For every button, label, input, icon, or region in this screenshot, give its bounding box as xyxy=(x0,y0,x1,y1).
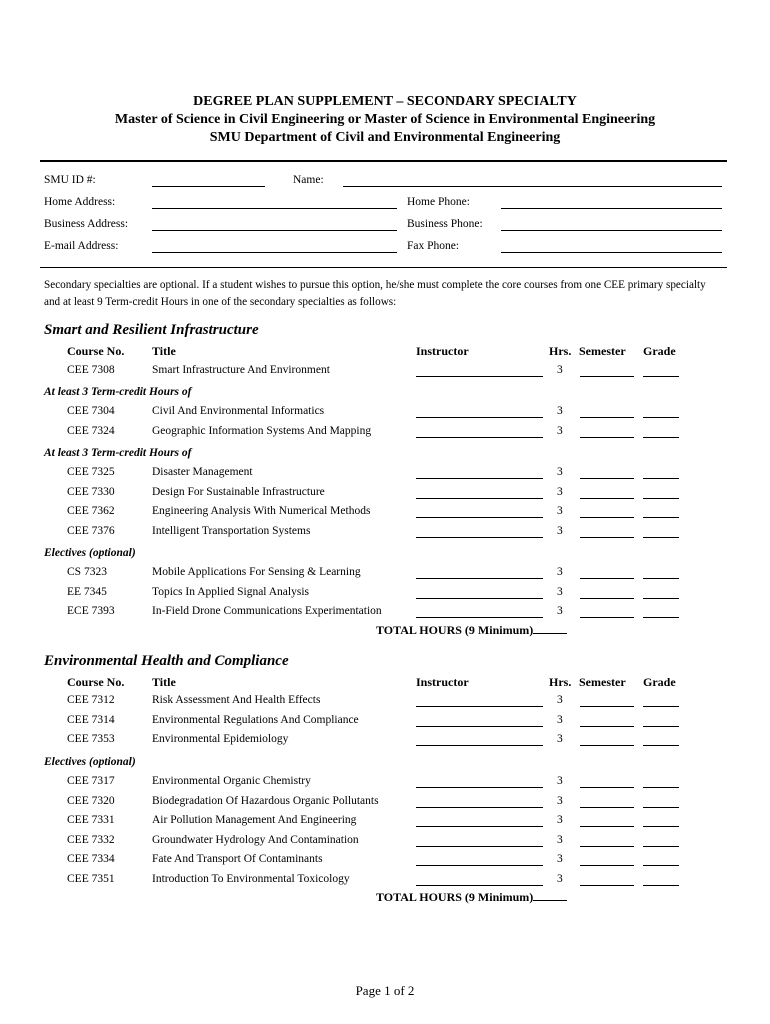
semester-field[interactable] xyxy=(580,826,634,827)
document-title: DEGREE PLAN SUPPLEMENT – SECONDARY SPECIALTY xyxy=(193,94,577,109)
fax-field[interactable] xyxy=(501,252,722,253)
course-title: Engineering Analysis With Numerical Methods xyxy=(152,505,371,517)
instructor-field[interactable] xyxy=(416,745,543,746)
course-title: Groundwater Hydrology And Contamination xyxy=(152,833,359,846)
course-title: Biodegradation Of Hazardous Organic Pollutants xyxy=(152,794,379,807)
business-phone-field[interactable] xyxy=(501,230,722,231)
course-row xyxy=(0,694,770,712)
grade-field[interactable] xyxy=(643,598,679,599)
grade-field[interactable] xyxy=(643,807,679,808)
course-code: CEE 7376 xyxy=(67,524,115,537)
course-title: Topics In Applied Signal Analysis xyxy=(152,585,309,598)
grade-field[interactable] xyxy=(643,437,679,438)
course-hours: 3 xyxy=(557,585,563,598)
home-phone-label: Home Phone: xyxy=(407,196,470,208)
course-code: CEE 7330 xyxy=(67,485,115,498)
course-code: CEE 7324 xyxy=(67,424,115,437)
course-row xyxy=(0,525,770,543)
home-address-label: Home Address: xyxy=(44,196,116,208)
grade-field[interactable] xyxy=(643,885,679,886)
email-field[interactable] xyxy=(152,252,397,253)
course-code: CS 7323 xyxy=(67,566,107,578)
form-rule xyxy=(40,267,727,268)
instructor-field[interactable] xyxy=(416,498,543,499)
course-hours: 3 xyxy=(557,794,563,807)
course-hours: 3 xyxy=(557,872,563,885)
course-code: EE 7345 xyxy=(67,585,107,598)
course-code: CEE 7331 xyxy=(67,814,115,826)
col-instructor: Instructor xyxy=(416,344,469,358)
total-hours-line xyxy=(376,623,567,638)
group-label: At least 3 Term-credit Hours of xyxy=(44,447,192,459)
name-field[interactable] xyxy=(343,186,722,187)
home-phone-field[interactable] xyxy=(501,208,722,209)
semester-field[interactable] xyxy=(580,706,634,707)
instructor-field[interactable] xyxy=(416,726,543,727)
semester-field[interactable] xyxy=(580,437,634,438)
course-row xyxy=(0,714,770,732)
home-address-field[interactable] xyxy=(152,208,397,209)
semester-field[interactable] xyxy=(580,498,634,499)
course-code: CEE 7317 xyxy=(67,775,115,787)
col-title: Title xyxy=(152,675,176,689)
grade-field[interactable] xyxy=(643,578,679,579)
course-row xyxy=(0,605,770,623)
course-code: CEE 7314 xyxy=(67,713,115,726)
grade-field[interactable] xyxy=(643,498,679,499)
course-hours: 3 xyxy=(557,605,563,617)
grade-field[interactable] xyxy=(643,826,679,827)
department-subtitle: SMU Department of Civil and Environmental Engineering xyxy=(209,130,561,145)
course-hours: 3 xyxy=(557,713,563,726)
instructor-field[interactable] xyxy=(416,517,543,518)
course-row xyxy=(0,405,770,423)
grade-field[interactable] xyxy=(643,846,679,847)
course-code: CEE 7362 xyxy=(67,505,115,517)
intro-paragraph: Secondary specialties are optional. If a student wishes to pursue this option, he/she must complete the core courses from one CEE primary specialty and at least 9 Term-credit Hours in one of the secondary specialties as follows: xyxy=(44,279,706,308)
course-row xyxy=(0,566,770,584)
course-title: Risk Assessment And Health Effects xyxy=(152,694,321,706)
instructor-field[interactable] xyxy=(416,478,543,479)
total-hours-line xyxy=(376,890,567,905)
smu-id-label: SMU ID #: xyxy=(44,174,96,186)
col-hrs: Hrs. xyxy=(549,344,572,358)
group-label: At least 3 Term-credit Hours of xyxy=(44,386,192,398)
col-course-no: Course No. xyxy=(67,344,125,358)
course-hours: 3 xyxy=(557,466,563,478)
col-title: Title xyxy=(152,344,176,358)
course-title: Disaster Management xyxy=(152,466,253,478)
grade-field[interactable] xyxy=(643,745,679,746)
course-code: CEE 7304 xyxy=(67,405,115,417)
col-instructor: Instructor xyxy=(416,675,469,689)
grade-field[interactable] xyxy=(643,478,679,479)
course-row xyxy=(0,873,770,891)
grade-field[interactable] xyxy=(643,417,679,418)
page-number: Page 1 of 2 xyxy=(355,983,415,998)
course-row xyxy=(0,486,770,504)
semester-field[interactable] xyxy=(580,846,634,847)
instructor-field[interactable] xyxy=(416,537,543,538)
course-code: CEE 7351 xyxy=(67,872,115,885)
grade-field[interactable] xyxy=(643,787,679,788)
course-title: Environmental Organic Chemistry xyxy=(152,775,311,787)
grade-field[interactable] xyxy=(643,537,679,538)
fax-label: Fax Phone: xyxy=(407,240,460,252)
course-row xyxy=(0,364,770,382)
col-course-no: Course No. xyxy=(67,675,125,689)
instructor-field[interactable] xyxy=(416,437,543,438)
business-address-field[interactable] xyxy=(152,230,397,231)
instructor-field[interactable] xyxy=(416,865,543,866)
instructor-field[interactable] xyxy=(416,787,543,788)
email-label: E-mail Address: xyxy=(44,240,119,252)
grade-field[interactable] xyxy=(643,617,679,618)
course-hours: 3 xyxy=(557,485,563,498)
semester-field[interactable] xyxy=(580,417,634,418)
course-row xyxy=(0,814,770,832)
course-row xyxy=(0,586,770,604)
semester-field[interactable] xyxy=(580,807,634,808)
course-row xyxy=(0,853,770,871)
col-grade: Grade xyxy=(643,344,676,358)
course-code: CEE 7308 xyxy=(67,364,115,376)
course-title: Intelligent Transportation Systems xyxy=(152,524,311,537)
grade-field[interactable] xyxy=(643,865,679,866)
semester-field[interactable] xyxy=(580,865,634,866)
course-row xyxy=(0,834,770,852)
course-title: Environmental Regulations And Compliance xyxy=(152,713,359,726)
instructor-field[interactable] xyxy=(416,376,543,377)
course-title: Fate And Transport Of Contaminants xyxy=(152,853,323,865)
electives-label: Electives (optional) xyxy=(44,756,136,768)
course-row xyxy=(0,505,770,523)
course-title: Introduction To Environmental Toxicology xyxy=(152,872,350,885)
course-hours: 3 xyxy=(557,405,563,417)
course-hours: 3 xyxy=(557,733,563,745)
total-hours-label: TOTAL HOURS (9 Minimum) xyxy=(376,890,534,904)
course-hours: 3 xyxy=(557,694,563,706)
semester-field[interactable] xyxy=(580,598,634,599)
instructor-field[interactable] xyxy=(416,598,543,599)
instructor-field[interactable] xyxy=(416,417,543,418)
course-hours: 3 xyxy=(557,524,563,537)
semester-field[interactable] xyxy=(580,617,634,618)
course-title: In-Field Drone Communications Experimentation xyxy=(152,605,382,617)
course-title: Air Pollution Management And Engineering xyxy=(152,814,357,826)
course-title: Civil And Environmental Informatics xyxy=(152,405,325,417)
semester-field[interactable] xyxy=(580,726,634,727)
course-row xyxy=(0,733,770,751)
course-code: CEE 7320 xyxy=(67,794,115,807)
course-hours: 3 xyxy=(557,853,563,865)
course-title: Smart Infrastructure And Environment xyxy=(152,364,330,376)
course-code: CEE 7312 xyxy=(67,694,115,706)
name-label: Name: xyxy=(293,174,324,186)
course-title: Environmental Epidemiology xyxy=(152,733,289,745)
course-code: ECE 7393 xyxy=(67,605,115,617)
semester-field[interactable] xyxy=(580,787,634,788)
course-row xyxy=(0,466,770,484)
smu-id-field[interactable] xyxy=(152,186,265,187)
semester-field[interactable] xyxy=(580,578,634,579)
semester-field[interactable] xyxy=(580,537,634,538)
instructor-field[interactable] xyxy=(416,807,543,808)
course-hours: 3 xyxy=(557,424,563,437)
semester-field[interactable] xyxy=(580,478,634,479)
section-title-environmental-health: Environmental Health and Compliance xyxy=(44,653,289,669)
semester-field[interactable] xyxy=(580,885,634,886)
col-grade: Grade xyxy=(643,675,676,689)
grade-field[interactable] xyxy=(643,726,679,727)
instructor-field[interactable] xyxy=(416,617,543,618)
course-code: CEE 7334 xyxy=(67,853,115,865)
section-title-smart-infrastructure: Smart and Resilient Infrastructure xyxy=(44,322,259,338)
course-hours: 3 xyxy=(557,833,563,846)
course-code: CEE 7353 xyxy=(67,733,115,745)
course-title: Geographic Information Systems And Mapping xyxy=(152,424,372,437)
col-hrs: Hrs. xyxy=(549,675,572,689)
total-hours-field[interactable] xyxy=(533,900,567,901)
course-hours: 3 xyxy=(557,775,563,787)
course-title: Design For Sustainable Infrastructure xyxy=(152,485,325,498)
course-code: CEE 7332 xyxy=(67,833,115,846)
grade-field[interactable] xyxy=(643,706,679,707)
instructor-field[interactable] xyxy=(416,885,543,886)
course-row xyxy=(0,795,770,813)
grade-field[interactable] xyxy=(643,376,679,377)
course-hours: 3 xyxy=(557,566,563,578)
course-row xyxy=(0,425,770,443)
course-title: Mobile Applications For Sensing & Learning xyxy=(152,566,361,578)
semester-field[interactable] xyxy=(580,745,634,746)
electives-label: Electives (optional) xyxy=(44,547,136,559)
total-hours-field[interactable] xyxy=(533,633,567,634)
grade-field[interactable] xyxy=(643,517,679,518)
course-row xyxy=(0,775,770,793)
header-rule xyxy=(40,160,727,162)
program-subtitle: Master of Science in Civil Engineering or Master of Science in Environmental Engineering xyxy=(114,112,656,127)
instructor-field[interactable] xyxy=(416,826,543,827)
instructor-field[interactable] xyxy=(416,578,543,579)
semester-field[interactable] xyxy=(580,517,634,518)
business-address-label: Business Address: xyxy=(44,218,129,230)
instructor-field[interactable] xyxy=(416,706,543,707)
course-code: CEE 7325 xyxy=(67,466,115,478)
total-hours-label: TOTAL HOURS (9 Minimum) xyxy=(376,623,534,637)
course-hours: 3 xyxy=(557,814,563,826)
col-semester: Semester xyxy=(579,675,626,689)
instructor-field[interactable] xyxy=(416,846,543,847)
course-hours: 3 xyxy=(557,364,563,376)
course-hours: 3 xyxy=(557,505,563,517)
semester-field[interactable] xyxy=(580,376,634,377)
col-semester: Semester xyxy=(579,344,626,358)
business-phone-label: Business Phone: xyxy=(407,218,483,230)
